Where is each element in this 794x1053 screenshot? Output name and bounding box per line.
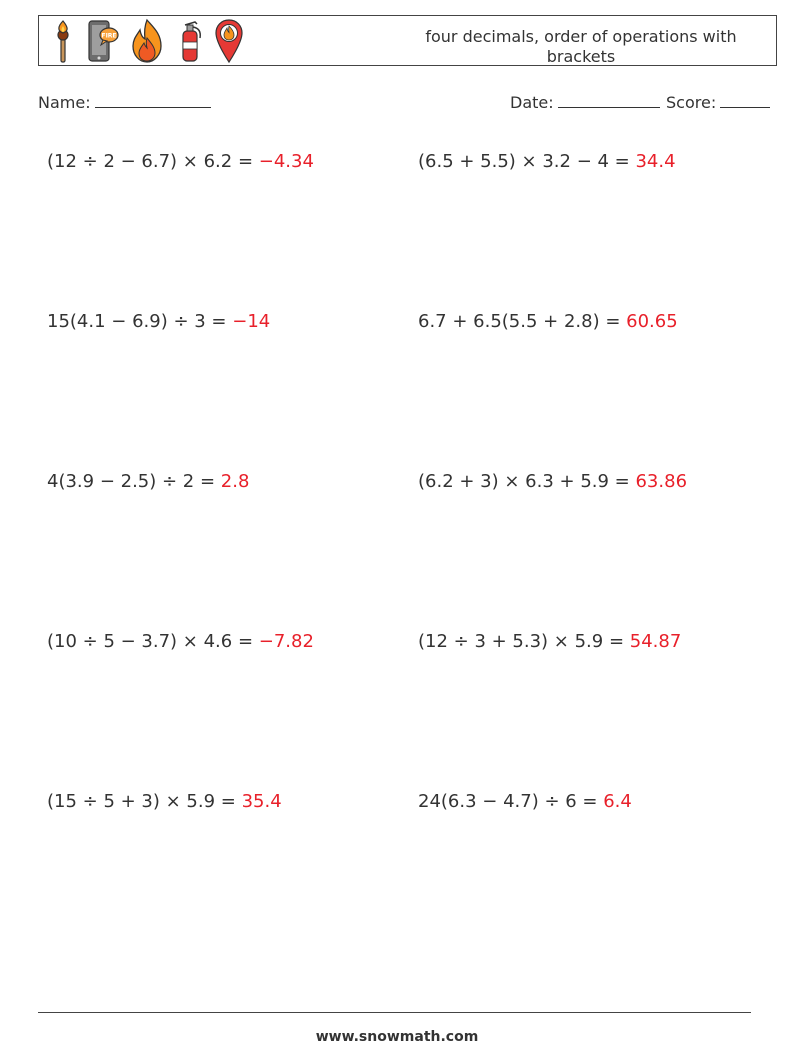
problem-answer: 2.8 (220, 471, 250, 492)
problem-expression: (10 ÷ 5 − 3.7) × 4.6 = (47, 631, 259, 652)
problem-item (418, 151, 676, 172)
problem-expression: 15(4.1 − 6.9) ÷ 3 = (47, 311, 233, 332)
problem-item (418, 311, 678, 332)
problem-answer: 63.86 (635, 471, 688, 492)
name-label: Name: (38, 93, 91, 112)
problem-item (418, 471, 687, 492)
footer-site-link[interactable]: www.snowmath.com (315, 1029, 479, 1045)
problem-answer: 60.65 (626, 311, 678, 332)
problem-expression: 24(6.3 − 4.7) ÷ 6 = (418, 791, 604, 812)
problem-item (47, 311, 270, 332)
problem-answer: −7.82 (258, 631, 314, 652)
problem-answer: 54.87 (629, 631, 682, 652)
problem-answer: 34.4 (635, 151, 676, 172)
footer-divider (38, 1012, 751, 1013)
problem-answer: 6.4 (603, 791, 632, 812)
problem-item (418, 791, 632, 812)
problem-answer: 35.4 (241, 791, 282, 812)
date-label: Date: (510, 93, 554, 112)
svg-text:FIRE: FIRE (101, 32, 117, 40)
problem-expression: 6.7 + 6.5(5.5 + 2.8) = (418, 311, 627, 332)
problem-expression: (15 ÷ 5 + 3) × 5.9 = (47, 791, 242, 812)
problem-item (47, 791, 282, 812)
problem-expression: (6.5 + 5.5) × 3.2 − 4 = (418, 151, 636, 172)
problem-answer: −4.34 (258, 151, 314, 172)
problem-item (47, 471, 249, 492)
problem-answer: −14 (232, 311, 271, 332)
problem-expression: (12 ÷ 2 − 6.7) × 6.2 = (47, 151, 259, 172)
problem-item (47, 151, 314, 172)
problem-expression: (12 ÷ 3 + 5.3) × 5.9 = (418, 631, 630, 652)
problem-item (47, 631, 314, 652)
problem-expression: 4(3.9 − 2.5) ÷ 2 = (47, 471, 221, 492)
score-label: Score: (666, 93, 717, 112)
worksheet-title: four decimals, order of operations with brackets (425, 27, 737, 66)
problem-item (418, 631, 681, 652)
problem-expression: (6.2 + 3) × 6.3 + 5.9 = (418, 471, 636, 492)
